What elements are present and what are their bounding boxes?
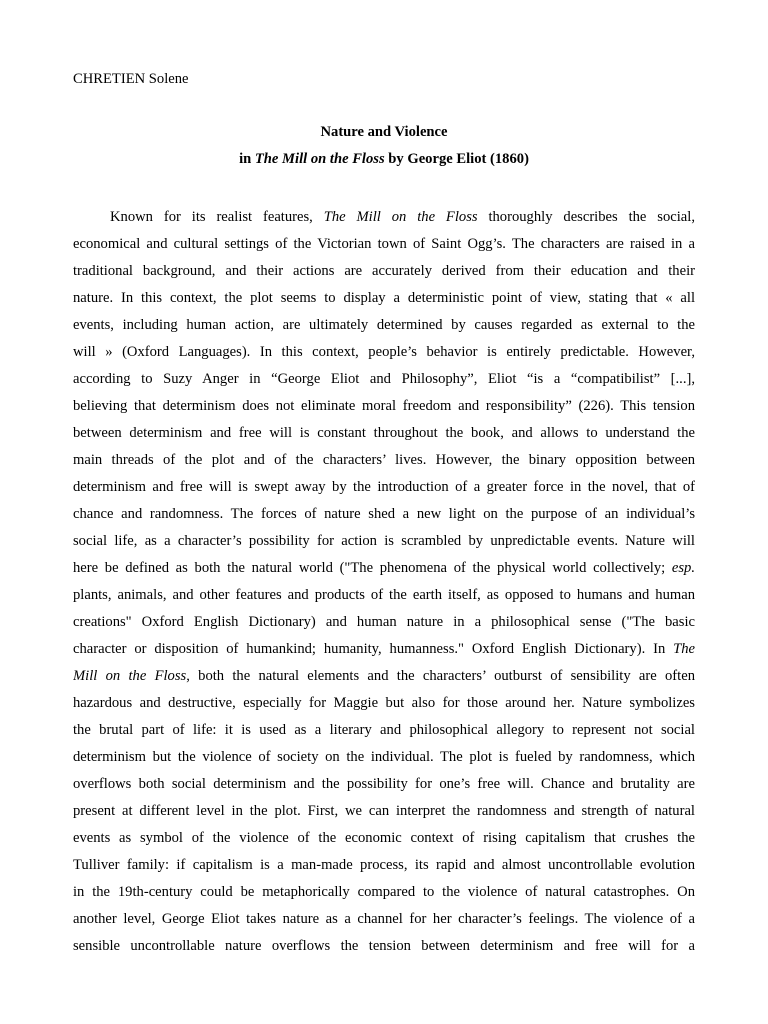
text-line bbox=[73, 204, 695, 231]
subtitle-prefix: in bbox=[239, 151, 255, 167]
text-line bbox=[73, 825, 695, 852]
text-segment: events as symbol of the violence of the economic context of rising capitalism that crushes the bbox=[73, 830, 695, 846]
text-segment: between determinism and free will is constant throughout the book, and allows to understand the bbox=[73, 425, 695, 441]
text-segment: thoroughly describes the social, bbox=[477, 209, 695, 225]
text-segment: Tulliver family: if capitalism is a man-made process, its rapid and almost uncontrollable evolution bbox=[73, 857, 695, 873]
text-segment: believing that determinism does not eliminate moral freedom and responsibility” (226). This tension bbox=[73, 398, 695, 414]
italic-text: The Mill on the Floss bbox=[323, 209, 478, 225]
text-line bbox=[73, 528, 695, 555]
text-line bbox=[73, 717, 695, 744]
text-segment: hazardous and destructive, especially for Maggie but also for those around her. Nature symbolizes bbox=[73, 695, 695, 711]
text-segment: determinism and free will is swept away by the introduction of a greater force in the novel, that of bbox=[73, 479, 695, 495]
text-line bbox=[73, 582, 695, 609]
text-line bbox=[73, 933, 695, 960]
essay-body-paragraph bbox=[73, 204, 695, 960]
text-line bbox=[73, 906, 695, 933]
text-line bbox=[73, 339, 695, 366]
text-segment: will » (Oxford Languages). In this context, people’s behavior is entirely predictable. However, bbox=[73, 344, 695, 360]
text-line bbox=[73, 609, 695, 636]
text-line bbox=[73, 798, 695, 825]
text-line bbox=[73, 744, 695, 771]
text-segment: nature. In this context, the plot seems to display a deterministic point of view, stating that « all bbox=[73, 290, 695, 306]
text-segment: the brutal part of life: it is used as a literary and philosophical allegory to represent not social bbox=[73, 722, 695, 738]
text-segment: social life, as a character’s possibility for action is scrambled by unpredictable events. Nature will bbox=[73, 533, 695, 549]
text-line bbox=[73, 312, 695, 339]
text-line bbox=[73, 366, 695, 393]
text-segment: main threads of the plot and of the characters’ lives. However, the binary opposition between bbox=[73, 452, 695, 468]
text-line bbox=[73, 663, 695, 690]
text-line bbox=[73, 285, 695, 312]
text-line bbox=[73, 771, 695, 798]
text-line bbox=[73, 852, 695, 879]
text-line bbox=[73, 231, 695, 258]
author-name: CHRETIEN Solene bbox=[73, 71, 189, 87]
text-segment: Known for its realist features, bbox=[110, 209, 324, 225]
text-segment: here be defined as both the natural world ("The phenomena of the physical world collectively; bbox=[73, 560, 672, 576]
novel-title: The Mill on the Floss bbox=[254, 151, 385, 167]
italic-text: The bbox=[673, 641, 695, 657]
text-line bbox=[73, 879, 695, 906]
text-line bbox=[73, 636, 695, 663]
text-line bbox=[73, 690, 695, 717]
text-line bbox=[73, 447, 695, 474]
essay-subtitle bbox=[0, 150, 768, 168]
text-segment: present at different level in the plot. First, we can interpret the randomness and strength of natural bbox=[73, 803, 695, 819]
text-segment: sensible uncontrollable nature overflows the tension between determinism and free will for a bbox=[73, 938, 695, 954]
text-segment: , both the natural elements and the characters’ outburst of sensibility are often bbox=[186, 668, 695, 684]
text-segment: creations" Oxford English Dictionary) and human nature in a philosophical sense ("The basic bbox=[73, 614, 695, 630]
essay-title: Nature and Violence bbox=[320, 124, 448, 140]
text-segment: according to Suzy Anger in “George Eliot and Philosophy”, Eliot “is a “compatibilist” [...], bbox=[73, 371, 695, 387]
text-segment: determinism but the violence of society on the individual. The plot is fueled by randomness, which bbox=[73, 749, 695, 765]
text-segment: plants, animals, and other features and products of the earth itself, as opposed to humans and human bbox=[73, 587, 695, 603]
italic-text: esp. bbox=[671, 560, 695, 576]
text-line bbox=[73, 474, 695, 501]
italic-text: Mill on the Floss bbox=[73, 668, 187, 684]
text-segment: in the 19th-century could be metaphorically compared to the violence of natural catastrophes. On bbox=[73, 884, 695, 900]
text-line bbox=[73, 258, 695, 285]
text-segment: traditional background, and their actions are accurately derived from their education and their bbox=[73, 263, 695, 279]
text-line bbox=[73, 501, 695, 528]
text-segment: character or disposition of humankind; humanity, humanness." Oxford English Dictionary). In bbox=[73, 641, 674, 657]
text-segment: another level, George Eliot takes nature as a channel for her character’s feelings. The violence of a bbox=[73, 911, 695, 927]
text-segment: overflows both social determinism and the possibility for one’s free will. Chance and brutality are bbox=[73, 776, 695, 792]
text-segment: chance and randomness. The forces of nature shed a new light on the purpose of an individual’s bbox=[73, 506, 695, 522]
text-segment: events, including human action, are ultimately determined by causes regarded as external to the bbox=[73, 317, 695, 333]
text-segment: economical and cultural settings of the Victorian town of Saint Ogg’s. The characters are raised in a bbox=[73, 236, 695, 252]
text-line bbox=[73, 393, 695, 420]
subtitle-suffix: by George Eliot (1860) bbox=[384, 151, 529, 167]
text-line bbox=[73, 555, 695, 582]
text-line bbox=[73, 420, 695, 447]
